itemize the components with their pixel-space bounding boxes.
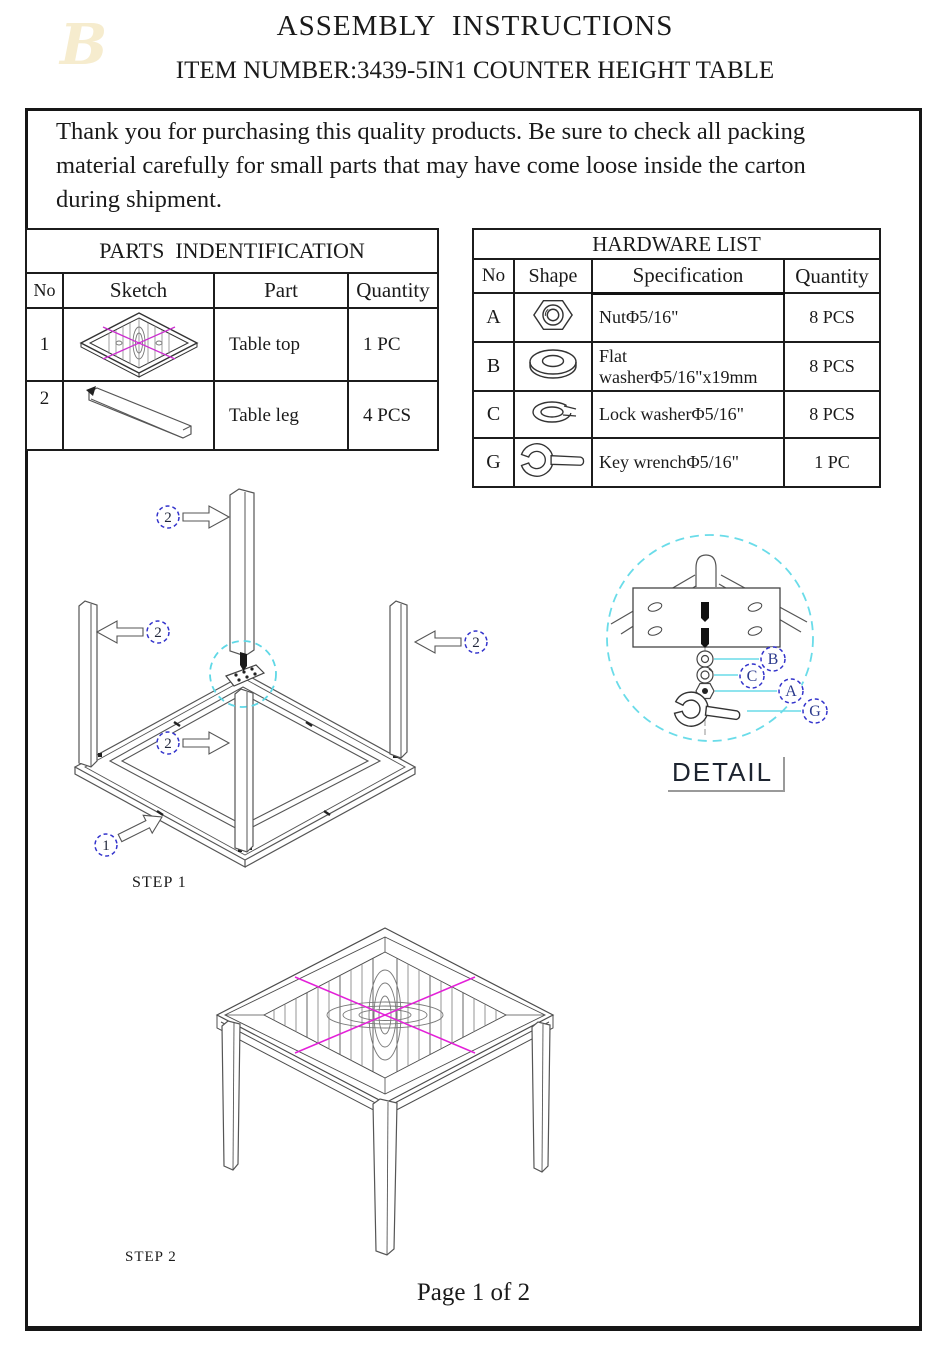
bolt-1 (701, 602, 709, 622)
parts-col-quantity: Quantity (348, 273, 438, 308)
hw-no: C (473, 391, 514, 438)
hw-qty: 1 PC (784, 438, 880, 487)
flat-washer-icon-drawing (523, 343, 583, 385)
detail-flat-washer (697, 651, 713, 667)
svg-text:2: 2 (154, 625, 162, 641)
hw-spec: Flat washerΦ5/16"x19mm (592, 342, 784, 391)
callout-flat-washer (761, 647, 785, 671)
parts-col-sketch: Sketch (63, 273, 214, 308)
hardware-row-lock-washer (473, 391, 880, 438)
svg-text:2: 2 (164, 736, 172, 752)
hw-no: B (473, 342, 514, 391)
parts-table (25, 228, 439, 451)
svg-text:G: G (809, 703, 821, 720)
table-leg-left (79, 601, 97, 767)
parts-table-title: PARTS INDENTIFICATION (26, 229, 438, 273)
part-name: Table top (214, 308, 348, 381)
callout-leg-top (157, 506, 229, 528)
page-number: Page 1 of 2 (416, 1279, 531, 1306)
parts-row-tabletop (26, 308, 438, 381)
hw-col-shape: Shape (514, 259, 592, 293)
parts-col-no: No (26, 273, 63, 308)
hw-qty: 8 PCS (784, 293, 880, 342)
part-qty: 1 PC (348, 308, 438, 381)
callout-nut (779, 679, 803, 703)
table-top-sketch-drawing (75, 309, 203, 375)
hw-col-spec: Specification (592, 259, 784, 293)
step2-diagram (210, 918, 570, 1268)
intro-line-1: Thank you for purchasing this quality products. Be sure to check all packing (56, 118, 806, 145)
svg-text:2: 2 (472, 635, 480, 651)
hw-qty: 8 PCS (784, 342, 880, 391)
table-leg-sketch-drawing (79, 383, 199, 443)
callout-leg-left (97, 621, 169, 643)
hw-spec: NutΦ5/16" (592, 293, 784, 342)
lock-washer-icon (514, 391, 592, 438)
flat-washer-icon (514, 342, 592, 391)
hardware-row-flat-washer (473, 342, 880, 391)
parts-row-tableleg (26, 381, 438, 450)
part-name: Table leg (214, 381, 348, 450)
hw-qty: 8 PCS (784, 391, 880, 438)
hardware-row-nut (473, 293, 880, 342)
table-top-sketch (63, 308, 214, 381)
intro-line-2: material carefully for small parts that may have come loose inside the carton (56, 152, 806, 179)
table-leg-sketch (63, 381, 214, 450)
key-wrench-icon-drawing (515, 439, 591, 481)
brand-watermark: B (60, 12, 108, 78)
step2-label: STEP 2 (125, 1249, 177, 1265)
svg-text:2: 2 (164, 510, 172, 526)
step1-diagram (60, 480, 540, 910)
parts-col-part: Part (214, 273, 348, 308)
leg-end-dome (696, 555, 716, 587)
svg-text:1: 1 (102, 838, 110, 854)
doc-subtitle: ITEM NUMBER:3439-5IN1 COUNTER HEIGHT TABLE (175, 57, 775, 84)
callout-lock-washer (740, 664, 764, 688)
table-leg-front (235, 689, 253, 852)
nut-icon-drawing (523, 294, 583, 336)
doc-title: ASSEMBLY INSTRUCTIONS (276, 10, 674, 42)
part-no: 2 (26, 381, 63, 450)
svg-text:C: C (746, 668, 758, 685)
table-leg-right (390, 601, 407, 758)
hardware-table (472, 228, 881, 488)
svg-text:A: A (785, 683, 797, 700)
step2-leg-right (532, 1022, 550, 1172)
bolt-2 (701, 628, 709, 648)
step2-leg-front (373, 1099, 397, 1255)
callout-leg-right (415, 631, 487, 653)
callout-table-top (95, 815, 162, 856)
lock-washer-icon-drawing (523, 392, 583, 432)
hardware-table-title: HARDWARE LIST (473, 229, 880, 259)
detail-lock-washer (697, 667, 713, 683)
hw-no: G (473, 438, 514, 487)
hw-no: A (473, 293, 514, 342)
detail-bracket-plate (633, 588, 780, 648)
part-no: 1 (26, 308, 63, 381)
step2-leg-left (222, 1021, 240, 1170)
part-qty: 4 PCS (348, 381, 438, 450)
intro-paragraph (56, 115, 806, 217)
hw-col-quantity: Quantity (784, 259, 880, 293)
callout-wrench (803, 699, 827, 723)
table-leg-top (230, 489, 254, 671)
hw-spec: Lock washerΦ5/16" (592, 391, 784, 438)
intro-line-3: during shipment. (56, 186, 223, 213)
hw-col-no: No (473, 259, 514, 293)
hw-spec: Key wrenchΦ5/16" (592, 438, 784, 487)
detail-label: DETAIL (668, 757, 785, 792)
nut-icon (514, 293, 592, 342)
step1-label: STEP 1 (132, 874, 187, 891)
svg-text:B: B (767, 651, 779, 668)
content-frame (25, 108, 922, 1331)
